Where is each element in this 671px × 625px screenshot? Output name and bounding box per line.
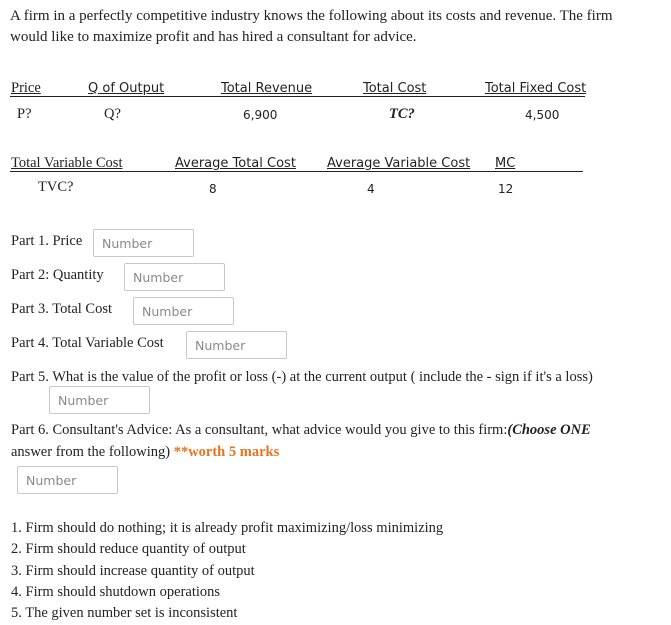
value-tvc: TVC?: [38, 179, 74, 195]
part-6-question: [11, 419, 666, 463]
value-total-cost: TC?: [389, 106, 415, 122]
option-5: 5. The given number set is inconsistent: [11, 605, 238, 622]
value-quantity: Q?: [104, 106, 121, 122]
part-4-label: Part 4. Total Variable Cost: [11, 335, 164, 351]
part-6-choose-one: (Choose ONE: [507, 422, 591, 438]
header-mc: MC: [495, 156, 516, 171]
profit-loss-input[interactable]: [49, 386, 150, 414]
header-total-cost: Total Cost: [363, 81, 427, 96]
header-average-variable-cost: Average Variable Cost: [327, 156, 471, 171]
option-3: 3. Firm should increase quantity of output: [11, 562, 255, 579]
header-total-revenue: Total Revenue: [221, 81, 313, 96]
total-cost-input[interactable]: [133, 297, 234, 325]
value-total-fixed-cost: 4,500: [525, 108, 560, 122]
header-price: Price: [11, 80, 41, 96]
value-average-variable-cost: 4: [367, 182, 375, 196]
part-2-label: Part 2: Quantity: [11, 267, 104, 283]
value-total-revenue: 6,900: [243, 108, 278, 122]
option-4: 4. Firm should shutdown operations: [11, 583, 221, 600]
part-5-label: Part 5. What is the value of the profit or loss (-) at the current output ( include the - sign if it's a loss): [11, 369, 593, 385]
header-total-variable-cost: Total Variable Cost: [11, 155, 123, 171]
value-mc: 12: [498, 182, 514, 196]
option-2: 2. Firm should reduce quantity of output: [11, 541, 246, 558]
part-3-label: Part 3. Total Cost: [11, 301, 113, 317]
advice-options-list: [11, 518, 443, 624]
part-1-label: Part 1. Price: [11, 233, 83, 249]
table-1-header-rule: [10, 96, 585, 97]
advice-input[interactable]: [17, 466, 118, 494]
part-6-label-line2: answer from the following): [11, 444, 171, 460]
quantity-input[interactable]: [124, 263, 225, 291]
header-total-fixed-cost: Total Fixed Cost: [485, 81, 587, 96]
table-2-header-rule: [10, 171, 583, 172]
total-variable-cost-input[interactable]: [186, 331, 287, 359]
price-input[interactable]: [93, 229, 194, 257]
intro-paragraph: A firm in a perfectly competitive industry knows the following about its costs and revenue. The firm would like to maximize profit and has hired a consultant for advice.: [10, 8, 613, 45]
marks-note: **worth 5 marks: [173, 444, 280, 460]
option-1: 1. Firm should do nothing; it is already profit maximizing/loss minimizing: [11, 520, 444, 536]
value-average-total-cost: 8: [209, 182, 217, 196]
part-6-label: Part 6. Consultant's Advice: As a consultant, what advice would you give to this firm:: [11, 422, 508, 438]
header-q-output: Q of Output: [88, 81, 165, 96]
value-price: P?: [17, 106, 32, 122]
header-average-total-cost: Average Total Cost: [175, 156, 296, 171]
